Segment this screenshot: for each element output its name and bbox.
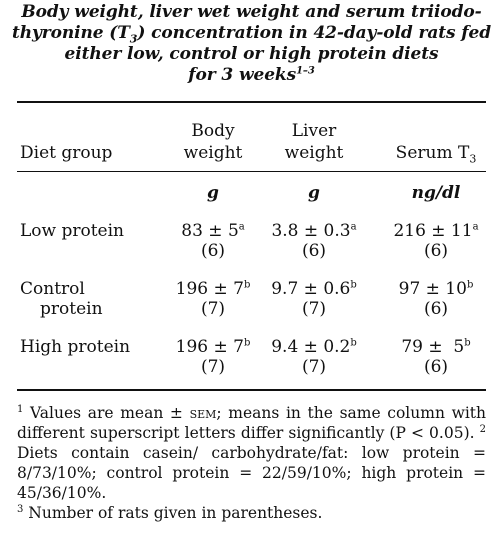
unit-serum: ng/dl xyxy=(411,183,461,203)
header-serum-text: Serum T xyxy=(395,143,470,163)
cell-liver-weight-low xyxy=(262,221,366,242)
cell-liver-weight-control xyxy=(262,279,366,300)
bottom-rule xyxy=(17,389,486,391)
title-line-2-start: thyronine (T xyxy=(11,23,130,43)
footnote-3 xyxy=(17,504,322,522)
n-serum-low: (6) xyxy=(423,241,449,261)
significance-letter: a xyxy=(472,221,479,233)
significance-letter: b xyxy=(350,337,357,349)
unit-liver-weight: g xyxy=(308,183,320,203)
n-liver-weight-high: (7) xyxy=(301,357,327,377)
sem-abbrev: sem xyxy=(189,404,217,422)
significance-letter: b xyxy=(464,337,471,349)
unit-body-weight: g xyxy=(207,183,219,203)
title-footnote-marks: 1–3 xyxy=(296,65,315,77)
value-text: 9.4 ± 0.2 xyxy=(271,337,351,357)
value-text: 83 ± 5 xyxy=(181,221,239,241)
footnotes xyxy=(17,403,486,523)
value-text: 9.7 ± 0.6 xyxy=(271,279,351,299)
significance-letter: b xyxy=(350,279,357,291)
cell-body-weight-control xyxy=(163,279,263,300)
table-title-line-3: either low, control or high protein diets xyxy=(64,44,439,64)
row-label-control-1: Control xyxy=(20,279,85,299)
row-label-low-protein: Low protein xyxy=(20,221,125,241)
cell-serum-control xyxy=(376,279,496,300)
value-text: 97 ± 10 xyxy=(398,279,467,299)
value-text: 196 ± 7 xyxy=(175,279,244,299)
header-diet-group: Diet group xyxy=(20,143,113,163)
header-liver-weight-2: weight xyxy=(284,143,344,163)
footnote-text: Diets contain casein/ carbohydrate/fat: low protein = 8/73/10%; control protein = 22/59/10%; high protein = 45/36/10%. xyxy=(17,444,486,502)
significance-letter: b xyxy=(243,337,251,349)
footnote-text: Values are mean ± xyxy=(23,404,190,422)
n-serum-high: (6) xyxy=(423,357,449,377)
table-title-line-4 xyxy=(0,65,503,86)
significance-letter: a xyxy=(350,221,357,233)
footnote-text: ; means in the same column with different superscript letters differ significantly (P < 0.05). xyxy=(17,404,487,442)
value-text: 196 ± 7 xyxy=(175,337,244,357)
row-label-control-2: protein xyxy=(40,299,103,319)
n-liver-weight-low: (6) xyxy=(301,241,327,261)
value-text: 3.8 ± 0.3 xyxy=(271,221,351,241)
footnote-mark: 2 xyxy=(479,423,486,435)
value-text: 79 ± 5 xyxy=(401,337,465,357)
cell-body-weight-low xyxy=(163,221,263,242)
n-body-weight-low: (6) xyxy=(200,241,226,261)
n-body-weight-high: (7) xyxy=(200,357,226,377)
cell-serum-high xyxy=(376,337,496,358)
footnote-mark: 1 xyxy=(17,403,24,415)
footnote-mark: 3 xyxy=(17,503,24,515)
top-rule xyxy=(17,101,486,103)
title-t3-subscript: 3 xyxy=(129,32,138,46)
cell-serum-low xyxy=(376,221,496,242)
footnote-1 xyxy=(17,404,486,442)
table-title-line-1: Body weight, liver wet weight and serum triiodo- xyxy=(21,2,482,22)
title-line-2-end: ) concentration in 42-day-old rats fed xyxy=(137,23,492,43)
cell-liver-weight-high xyxy=(262,337,366,358)
header-body-weight-1: Body xyxy=(191,121,235,141)
row-label-high-protein: High protein xyxy=(20,337,131,357)
significance-letter: b xyxy=(243,279,251,291)
cell-body-weight-high xyxy=(163,337,263,358)
footnote-text: Number of rats given in parentheses. xyxy=(23,504,323,522)
n-body-weight-control: (7) xyxy=(200,299,226,319)
header-liver-weight-1: Liver xyxy=(291,121,337,141)
significance-letter: b xyxy=(466,279,474,291)
value-text: 216 ± 11 xyxy=(393,221,473,241)
header-serum-subscript: 3 xyxy=(469,152,477,166)
n-serum-control: (6) xyxy=(423,299,449,319)
title-line-4-text: for 3 weeks xyxy=(188,65,297,85)
significance-letter: a xyxy=(238,221,245,233)
header-serum-t3 xyxy=(376,143,496,164)
header-body-weight-2: weight xyxy=(183,143,243,163)
table-title-line-2 xyxy=(0,23,503,44)
header-rule xyxy=(17,171,486,172)
n-liver-weight-control: (7) xyxy=(301,299,327,319)
